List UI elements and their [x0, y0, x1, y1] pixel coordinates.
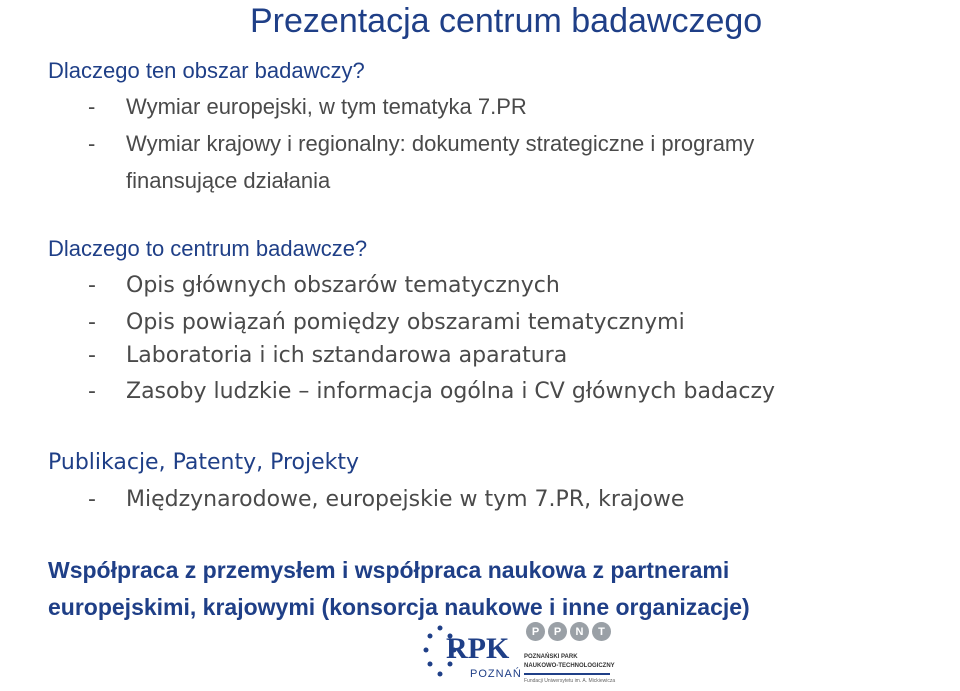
list-item-text: Zasoby ludzkie – informacja ogólna i CV głównych badaczy [126, 379, 776, 404]
list-item-text: Opis głównych obszarów tematycznych [126, 273, 560, 298]
list-item-continuation: finansujące działania [126, 168, 331, 193]
dash-bullet: - [88, 379, 96, 404]
ppnt-line2: NAUKOWO-TECHNOLOGICZNY [524, 663, 615, 669]
ppnt-divider [524, 673, 610, 675]
ppnt-letter: T [592, 622, 611, 641]
footer-logos [420, 620, 616, 690]
ppnt-line3: Fundacji Uniwersytetu im. A. Mickiewicza [524, 678, 616, 684]
rpk-logo-subtext: POZNAŃ [470, 668, 522, 680]
list-item-text: Laboratoria i ich sztandarowa aparatura [126, 343, 568, 368]
dash-bullet: - [88, 131, 96, 156]
dash-bullet: - [88, 487, 96, 512]
dash-bullet: - [88, 273, 96, 298]
list-item-text: Opis powiązań pomiędzy obszarami tematycznymi [126, 310, 685, 335]
ppnt-line1: POZNAŃSKI PARK [524, 654, 578, 660]
list-item-text: Międzynarodowe, europejskie w tym 7.PR, krajowe [126, 487, 685, 512]
dash-bullet: - [88, 310, 96, 335]
section2-heading: Dlaczego to centrum badawcze? [48, 236, 368, 261]
ppnt-logo [524, 622, 616, 688]
list-item-text: Wymiar krajowy i regionalny: dokumenty strategiczne i programy [126, 131, 755, 156]
ppnt-letter: P [548, 622, 567, 641]
rpk-logo-text: RPK [446, 632, 510, 665]
ppnt-letter: P [526, 622, 545, 641]
list-item-text: Wymiar europejski, w tym tematyka 7.PR [126, 94, 527, 119]
section3-heading: Publikacje, Patenty, Projekty [48, 450, 360, 475]
rpk-logo [420, 620, 522, 690]
section1-heading: Dlaczego ten obszar badawczy? [48, 58, 365, 83]
section4-heading-line1: Współpraca z przemysłem i współpraca naukowa z partnerami [48, 557, 730, 583]
dash-bullet: - [88, 343, 96, 368]
dash-bullet: - [88, 94, 96, 119]
ppnt-letter: N [570, 622, 589, 641]
slide-title: Prezentacja centrum badawczego [250, 2, 763, 40]
section4-heading-line2: europejskimi, krajowymi (konsorcja naukowe i inne organizacje) [48, 594, 750, 620]
